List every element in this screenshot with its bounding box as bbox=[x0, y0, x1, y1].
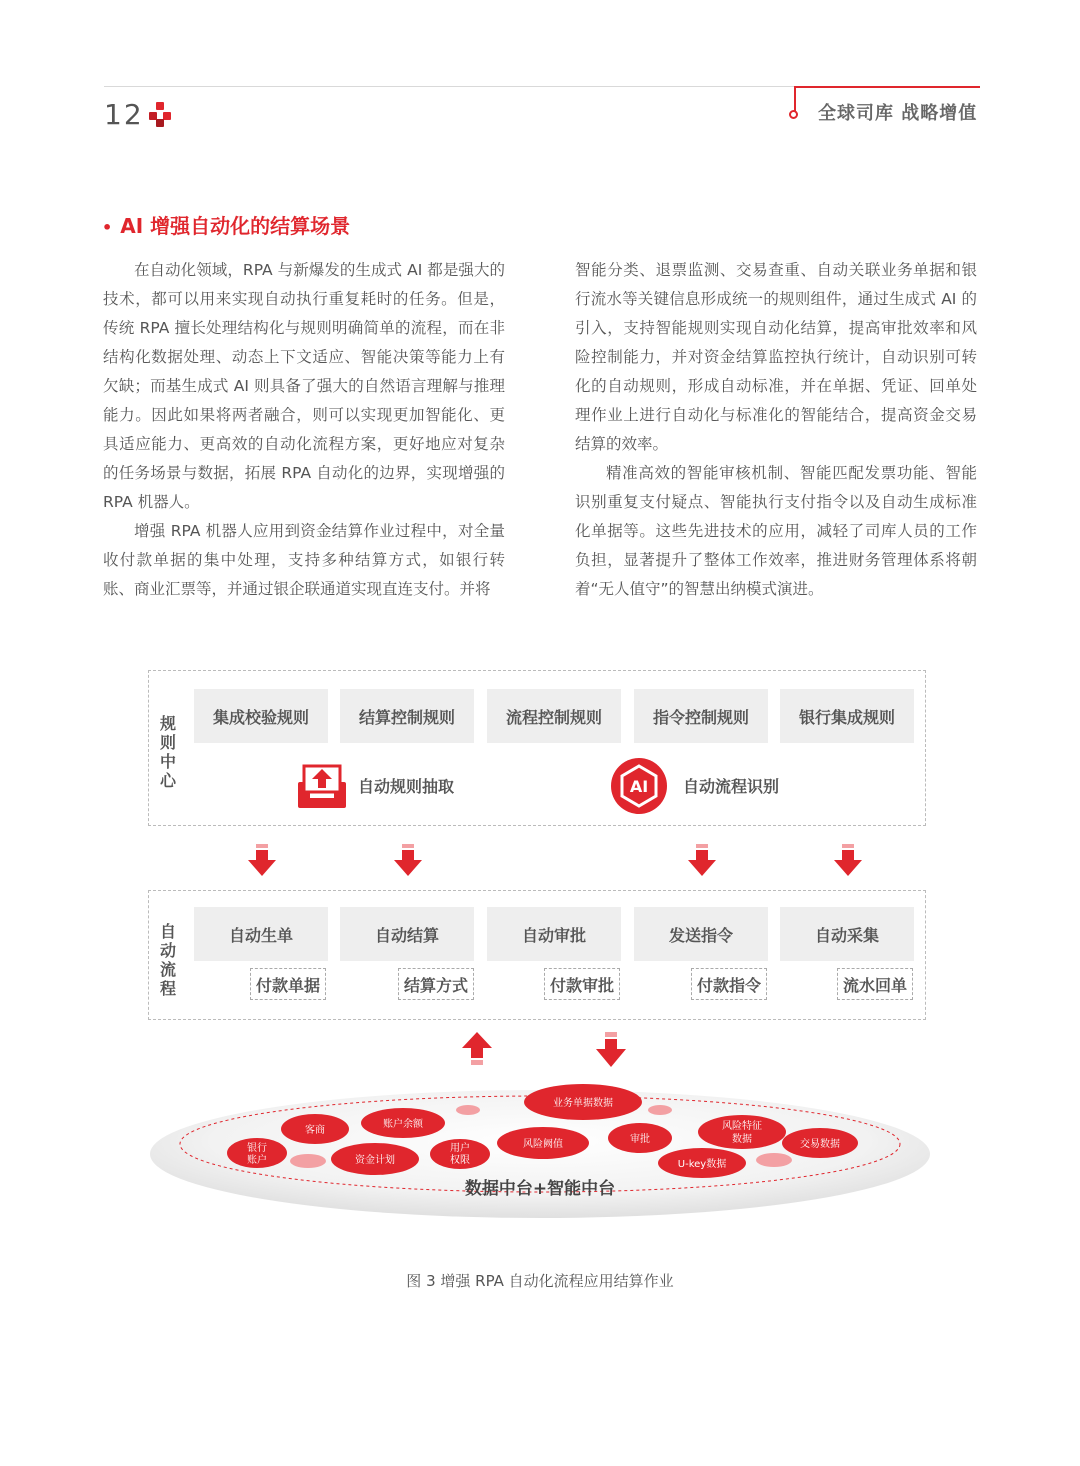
svg-text:风险特征: 风险特征 bbox=[722, 1121, 762, 1132]
svg-text:银行: 银行 bbox=[247, 1143, 267, 1154]
flow-card-auto-collect: 自动采集 bbox=[780, 907, 914, 961]
page-number: 12 bbox=[104, 98, 144, 131]
rule-card-settlement-control: 结算控制规则 bbox=[340, 689, 474, 743]
svg-text:账户余额: 账户余额 bbox=[383, 1119, 423, 1130]
paragraph: 在自动化领域，RPA 与新爆发的生成式 AI 都是强大的技术，都可以用来实现自动执行重复耗时的任务。但是，传统 RPA 擅长处理结构化与规则明确简单的流程，而在非结构化数据处理、动态上下文适应、智能决策等能力上有欠缺；而基生成式 AI 则具备了强大的自然语言理解与推理能力。因此如果将两者融合，则可以实现更加智能化、更具适应能力、更高效的自动化流程方案，更好地应对复杂的任务场景与数据，拓展 RPA 自动化的边界，实现增强的 RPA 机器人。 bbox=[103, 261, 505, 511]
flow-card-auto-create: 自动生单 bbox=[194, 907, 328, 961]
svg-text:用户: 用户 bbox=[450, 1143, 470, 1154]
down-arrow-icon bbox=[834, 844, 862, 876]
svg-text:账户: 账户 bbox=[247, 1155, 267, 1166]
auto-flow-label: 自 动 流 程 bbox=[159, 922, 176, 998]
svg-text:数据: 数据 bbox=[732, 1134, 752, 1145]
svg-text:业务单据数据: 业务单据数据 bbox=[553, 1098, 613, 1109]
down-arrow-icon bbox=[688, 844, 716, 876]
flow-tag-payment-instruction: 付款指令 bbox=[691, 968, 767, 1000]
header-title: 全球司库 战略增值 bbox=[818, 103, 978, 124]
bubble-merchant bbox=[281, 1114, 349, 1144]
bubble-approval bbox=[608, 1123, 672, 1153]
data-platform-illustration bbox=[140, 1074, 940, 1224]
auto-rule-extract-label: 自动规则抽取 bbox=[358, 777, 455, 796]
bubble-business-doc-data bbox=[524, 1084, 642, 1120]
svg-text:交易数据: 交易数据 bbox=[800, 1139, 840, 1150]
header-dot bbox=[789, 110, 798, 119]
flow-card-auto-approve: 自动审批 bbox=[487, 907, 621, 961]
rule-card-process-control: 流程控制规则 bbox=[487, 689, 621, 743]
bubble-bank-account bbox=[227, 1138, 287, 1168]
paragraph: 智能分类、退票监测、交易查重、自动关联业务单据和银行流水等关键信息形成统一的规则组件，通过生成式 AI 的引入，支持智能规则实现自动化结算，提高审批效率和风险控制能力，并对资金结算监控执行统计，自动识别可转化的自动规则，形成自动标准，并在单据、凭证、回单处理作业上进行自动化与标准化的智能结合，提高资金交易结算的效率。 bbox=[575, 261, 977, 453]
svg-text:资金计划: 资金计划 bbox=[355, 1155, 395, 1166]
bubble-risk-threshold bbox=[497, 1127, 589, 1159]
section-title-text: AI 增强自动化的结算场景 bbox=[120, 214, 351, 238]
svg-text:审批: 审批 bbox=[630, 1134, 650, 1145]
section-bullet: • bbox=[102, 218, 113, 237]
rule-card-integration-check: 集成校验规则 bbox=[194, 689, 328, 743]
auto-flow-recognize-label: 自动流程识别 bbox=[683, 777, 780, 796]
rule-card-instruction-control: 指令控制规则 bbox=[634, 689, 768, 743]
flow-card-auto-settle: 自动结算 bbox=[340, 907, 474, 961]
left-column bbox=[103, 256, 505, 604]
figure-caption: 图 3 增强 RPA 自动化流程应用结算作业 bbox=[406, 1272, 674, 1290]
bubble-risk-feature bbox=[698, 1115, 786, 1149]
bubble-account-balance bbox=[361, 1108, 445, 1138]
platform-label: 数据中台+智能中台 bbox=[464, 1179, 616, 1199]
flow-tag-settle-method: 结算方式 bbox=[398, 968, 474, 1000]
upload-tray-icon bbox=[298, 762, 346, 808]
flow-card-send-instruction: 发送指令 bbox=[634, 907, 768, 961]
down-arrow-icon bbox=[394, 844, 422, 876]
down-arrow-icon bbox=[596, 1032, 626, 1068]
flow-tag-payment-approval: 付款审批 bbox=[544, 968, 620, 1000]
rpa-diagram bbox=[0, 660, 1080, 1260]
bubble-transaction-data bbox=[782, 1128, 858, 1158]
bubble-fund-plan bbox=[331, 1143, 419, 1175]
rule-card-bank-integration: 银行集成规则 bbox=[780, 689, 914, 743]
header-rule bbox=[104, 86, 794, 87]
right-column bbox=[575, 256, 977, 604]
ai-hexagon-icon bbox=[610, 757, 668, 815]
svg-text:客商: 客商 bbox=[305, 1125, 325, 1136]
flow-tag-statement-receipt: 流水回单 bbox=[837, 968, 913, 1000]
ai-badge-text: AI bbox=[629, 777, 649, 796]
rule-center-label: 规 则 中 心 bbox=[159, 714, 176, 790]
svg-text:权限: 权限 bbox=[450, 1155, 470, 1166]
cubes-logo-icon bbox=[146, 100, 174, 128]
svg-text:风险阙值: 风险阙值 bbox=[523, 1139, 563, 1150]
section-title bbox=[102, 210, 350, 239]
bubble-user-permission bbox=[430, 1139, 490, 1169]
paragraph: 增强 RPA 机器人应用到资金结算作业过程中，对全量收付款单据的集中处理，支持多种结算方式，如银行转账、商业汇票等，并通过银企联通道实现直连支付。并将 bbox=[103, 522, 505, 598]
paragraph: 精准高效的智能审核机制、智能匹配发票功能、智能识别重复支付疑点、智能执行支付指令以及自动生成标准化单据等。这些先进技术的应用，减轻了司库人员的工作负担，显著提升了整体工作效率，推进财务管理体系将朝着“无人值守”的智慧出纳模式演进。 bbox=[575, 464, 977, 598]
svg-text:U-key数据: U-key数据 bbox=[677, 1159, 727, 1170]
up-arrow-icon bbox=[462, 1032, 492, 1068]
flow-tag-payment-doc: 付款单据 bbox=[250, 968, 326, 1000]
down-arrow-icon bbox=[248, 844, 276, 876]
